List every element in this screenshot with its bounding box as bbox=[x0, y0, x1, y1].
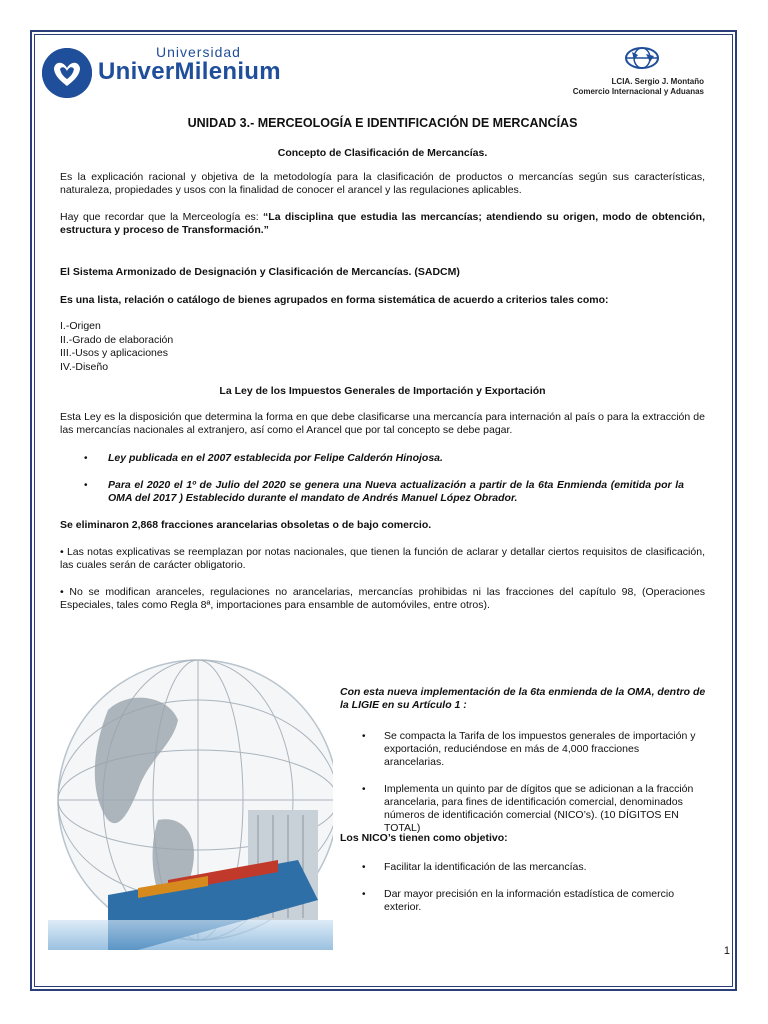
paragraph-ley: Esta Ley es la disposición que determina la forma en que debe clasificarse una mercancía para internación al país o para la extracción de las mercancías nacionales al extranjero, así como el Arancel que por tal concepto se debe pagar. bbox=[60, 411, 705, 436]
logo-brand-name: UniverMilenium bbox=[98, 58, 281, 85]
list-item: • Ley publicada en el 2007 establecida por Felipe Calderón Hinojosa. bbox=[84, 452, 443, 464]
merceologia-quote: “La disciplina que estudia las mercancías; atendiendo su origen, modo de obtención, estructura y proceso de Transformación.” bbox=[60, 211, 705, 236]
globe-emblem-icon bbox=[624, 46, 660, 70]
criteria-item: II.-Grado de elaboración bbox=[60, 333, 174, 346]
sadcm-description: Es una lista, relación o catálogo de bienes agrupados en forma sistemática de acuerdo a criterios tales como: bbox=[60, 294, 609, 306]
list-item: • Se compacta la Tarifa de los impuestos generales de importación y exportación, reduciéndose en más de 4,000 fracciones arancelarias. bbox=[362, 730, 696, 768]
logo-university-label: Universidad bbox=[156, 44, 241, 60]
paragraph-merceologia bbox=[60, 211, 705, 237]
paragraph-definition: Es la explicación racional y objetiva de la metodología para la clasificación de productos o mercancías según sus características, naturaleza, propiedades y usos con la finalidad de conocer el arancel y las regulaciones aplicables. bbox=[60, 171, 705, 196]
list-item: • Dar mayor precisión en la información estadística de comercio exterior. bbox=[362, 888, 675, 913]
nico-heading: Los NICO’s tienen como objetivo: bbox=[340, 832, 508, 844]
eliminated-fractions: Se eliminaron 2,868 fracciones arancelarias obsoletas o de bajo comercio. bbox=[60, 519, 432, 531]
ley-bullet-list bbox=[84, 452, 684, 505]
criteria-item: I.-Origen bbox=[60, 320, 101, 332]
criteria-list bbox=[60, 320, 705, 374]
section-heading-ley: La Ley de los Impuestos Generales de Importación y Exportación bbox=[219, 385, 546, 397]
criteria-item: IV.-Diseño bbox=[60, 360, 109, 373]
nico-bullet-list bbox=[362, 861, 702, 914]
author-name: LCIA. Sergio J. Montaño bbox=[611, 77, 704, 86]
course-name: Comercio Internacional y Aduanas bbox=[572, 87, 704, 96]
right-bullet-text: Implementa un quinto par de dígitos que se adicionan a la fracción arancelaria, para fines de identificación comercial, denominados números de identificación comercial (NICO’s). (10 DÍGITOS EN TOTAL) bbox=[384, 783, 694, 834]
author-info bbox=[573, 77, 704, 97]
right-bullet-list bbox=[362, 730, 702, 835]
merceologia-intro: Hay que recordar que la Merceología es: bbox=[60, 211, 264, 223]
list-item: • Implementa un quinto par de dígitos que se adicionan a la fracción arancelaria, para fines de identificación comercial, denominados números de identificación comercial (NICO’s). (10 DÍGITOS EN TOTAL) bbox=[362, 783, 694, 834]
section-heading-concept: Concepto de Clasificación de Mercancías. bbox=[277, 147, 488, 159]
note-explicativas: • Las notas explicativas se reemplazan por notas nacionales, que tienen la función de aclarar y detallar ciertos requisitos de clasificación, las cuales serán de carácter obligatorio. bbox=[60, 546, 705, 571]
right-intro: Con esta nueva implementación de la 6ta enmienda de la OMA, dentro de la LIGIE en su Artículo 1 : bbox=[340, 686, 706, 711]
globe-ship-illustration bbox=[48, 650, 333, 950]
right-bullet-text: Se compacta la Tarifa de los impuestos generales de importación y exportación, reduciéndose en más de 4,000 fracciones arancelarias. bbox=[384, 730, 696, 768]
document-title: UNIDAD 3.- MERCEOLOGÍA E IDENTIFICACIÓN DE MERCANCÍAS bbox=[187, 116, 578, 130]
section-heading-sadcm: El Sistema Armonizado de Designación y Clasificación de Mercancías. (SADCM) bbox=[60, 266, 460, 278]
nico-bullet-text: Dar mayor precisión en la información estadística de comercio exterior. bbox=[384, 888, 675, 913]
ley-bullet-text: Para el 2020 el 1º de Julio del 2020 se genera una Nueva actualización a partir de la 6ta Enmienda (emitida por la OMA del 2017 ) Establecido durante el mandato de Andrés Manuel López Obrador. bbox=[108, 479, 684, 504]
criteria-item: III.-Usos y aplicaciones bbox=[60, 347, 168, 359]
list-item: • Para el 2020 el 1º de Julio del 2020 se genera una Nueva actualización a partir de la 6ta Enmienda (emitida por la OMA del 2017 ) Establecido durante el mandato de Andrés Manuel López Obrador. bbox=[84, 479, 684, 504]
university-logo-icon bbox=[42, 48, 92, 98]
note-aranceles: • No se modifican aranceles, regulaciones no arancelarias, mercancías prohibidas ni las fracciones del capítulo 98, (Operaciones Especiales, tales como Regla 8ª, importaciones para ensamble de automóviles, entre otros). bbox=[60, 586, 705, 611]
page-number: 1 bbox=[723, 945, 730, 957]
nico-bullet-text: Facilitar la identificación de las mercancías. bbox=[384, 861, 587, 873]
list-item: • Facilitar la identificación de las mercancías. bbox=[362, 861, 587, 873]
ley-bullet-text: Ley publicada en el 2007 establecida por Felipe Calderón Hinojosa. bbox=[108, 452, 443, 464]
